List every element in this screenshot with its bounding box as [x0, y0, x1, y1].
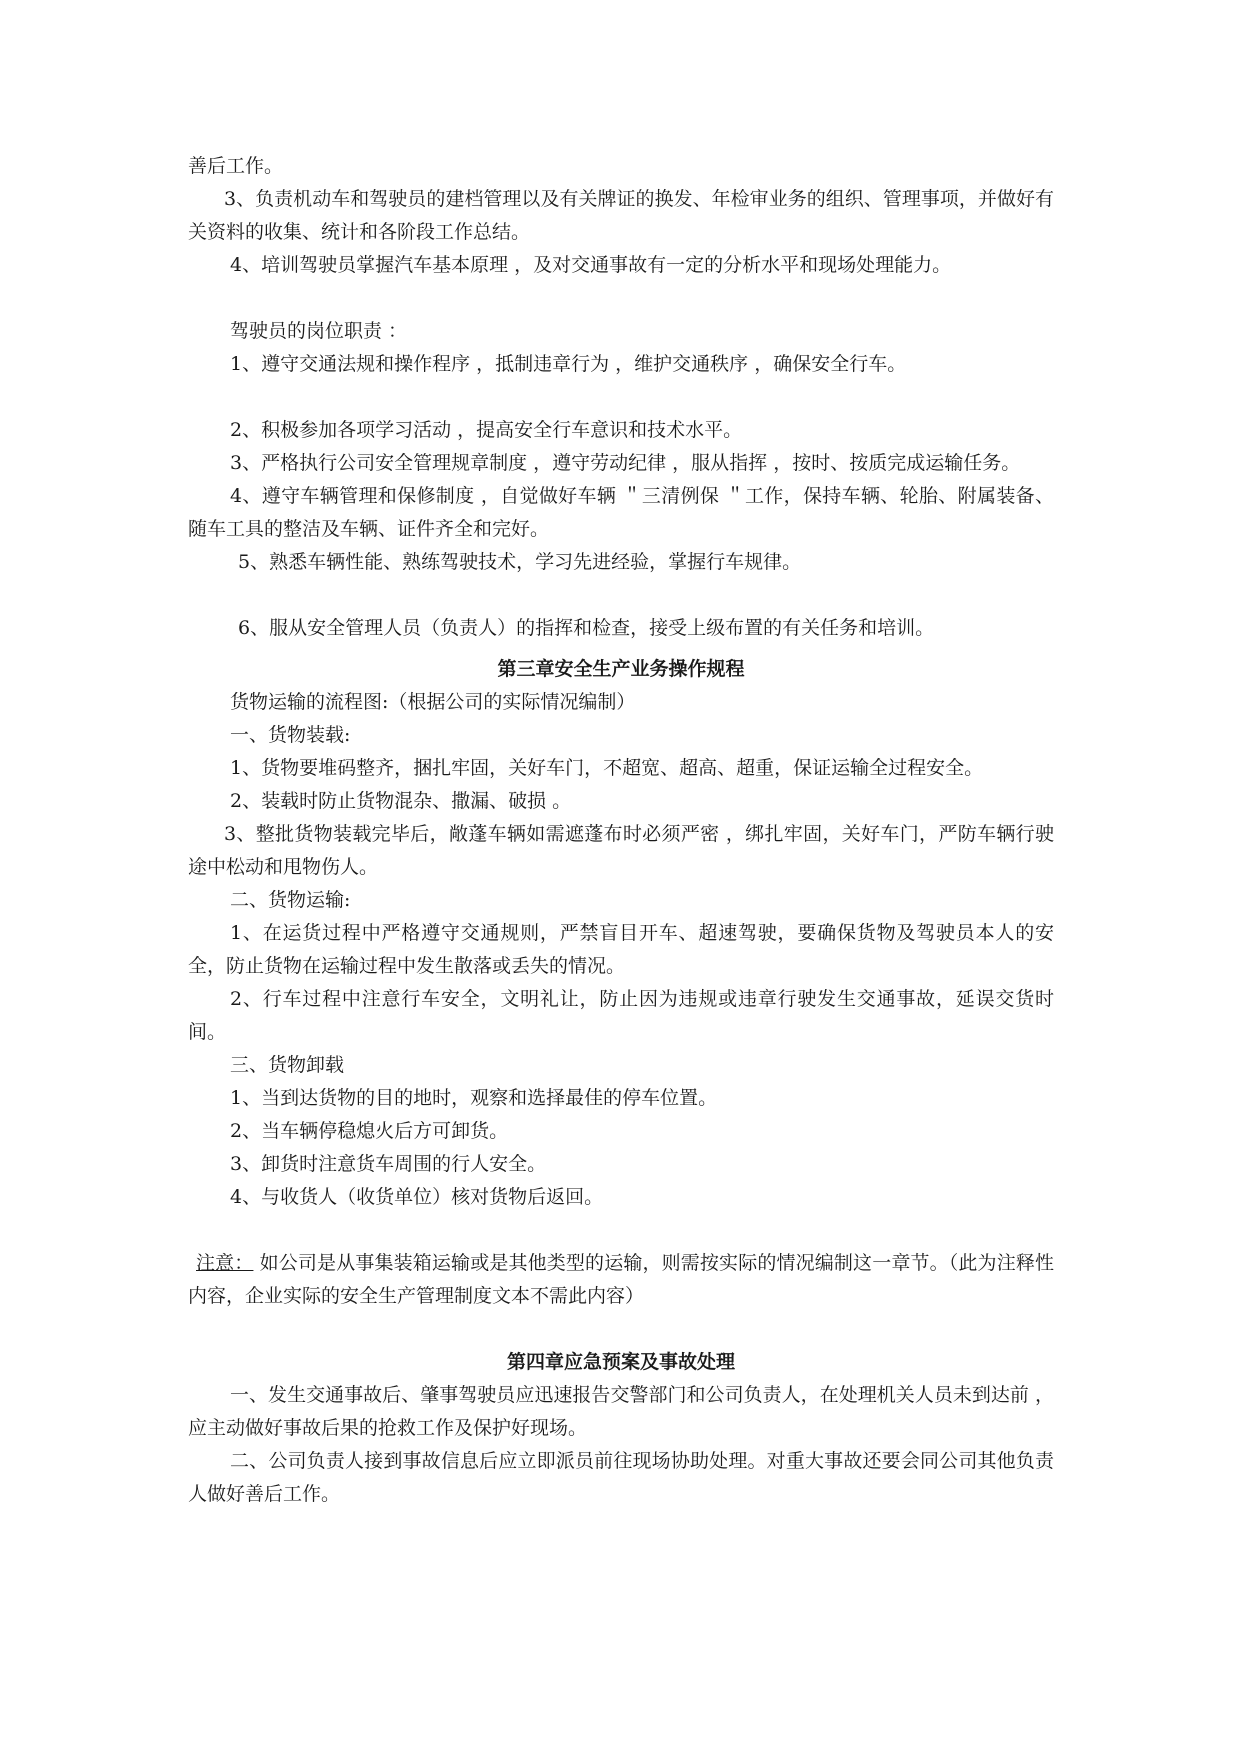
list-item: 1、遵守交通法规和操作程序 ，抵制违章行为 ，维护交通秩序 ，确保安全行车。 [230, 353, 907, 375]
section-heading: 驾驶员的岗位职责 ： [230, 320, 408, 342]
chapter-title: 第三章安全生产业务操作规程 [497, 658, 745, 680]
list-item: 2、装载时防止货物混杂、撒漏、破损 。 [230, 790, 572, 812]
section-heading: 二、货物运输: [230, 889, 351, 911]
list-item: 3、整批货物装载完毕后，敞蓬车辆如需遮蓬布时必须严密 ，绑扎牢固，关好车门，严防车辆行驶途中松动和甩物伤人。 [188, 823, 1054, 878]
note-label: 注意： [196, 1252, 254, 1274]
list-item: 1、在运货过程中严格遵守交通规则，严禁盲目开车、超速驾驶，要确保货物及驾驶员本人的安全，防止货物在运输过程中发生散落或丢失的情况。 [188, 922, 1054, 977]
paragraph: 4、培训驾驶员掌握汽车基本原理 ，及对交通事故有一定的分析水平和现场处理能力。 [230, 254, 952, 276]
spacer [188, 1214, 1054, 1247]
list-item: 5、熟悉车辆性能、熟练驾驶技术，学习先进经验，掌握行车规律。 [238, 551, 802, 573]
note-paragraph [188, 1247, 1054, 1313]
paragraph: 善后工作。 [188, 155, 284, 177]
paragraph: 货物运输的流程图:（根据公司的实际情况编制） [230, 691, 636, 713]
list-item: 4、与收货人（收货单位）核对货物后返回。 [230, 1186, 604, 1208]
list-item: 1、当到达货物的目的地时，观察和选择最佳的停车位置。 [230, 1087, 718, 1109]
section-heading: 一、货物装载: [230, 724, 351, 746]
paragraph: 一、发生交通事故后、肇事驾驶员应迅速报告交警部门和公司负责人，在处理机关人员未到达前 ，应主动做好事故后果的抢救工作及保护好现场。 [188, 1384, 1054, 1439]
note-text: 如公司是从事集装箱运输或是其他类型的运输，则需按实际的情况编制这一章节。（此为注释性内容，企业实际的安全生产管理制度文本不需此内容） [188, 1252, 1054, 1307]
list-item: 2、行车过程中注意行车安全，文明礼让，防止因为违规或违章行驶发生交通事故，延误交货时间。 [188, 988, 1054, 1043]
list-item: 3、卸货时注意货车周围的行人安全。 [230, 1153, 547, 1175]
chapter-title: 第四章应急预案及事故处理 [506, 1351, 735, 1373]
spacer [188, 381, 1054, 414]
spacer [188, 1313, 1054, 1346]
list-item: 3、严格执行公司安全管理规章制度 ，遵守劳动纪律 ，服从指挥 ，按时、按质完成运输任务。 [230, 452, 1021, 474]
paragraph: 3、负责机动车和驾驶员的建档管理以及有关牌证的换发、年检审业务的组织、管理事项，并做好有关资料的收集、统计和各阶段工作总结。 [188, 188, 1054, 243]
list-item: 2、当车辆停稳熄火后方可卸货。 [230, 1120, 509, 1142]
list-item: 4、遵守车辆管理和保修制度 ，自觉做好车辆 ＂三清例保 ＂工作，保持车辆、轮胎、附属装备、随车工具的整洁及车辆、证件齐全和完好。 [188, 485, 1054, 540]
list-item: 6、服从安全管理人员（负责人）的指挥和检查，接受上级布置的有关任务和培训。 [238, 617, 935, 639]
spacer [188, 579, 1054, 612]
list-item: 1、货物要堆码整齐，捆扎牢固，关好车门，不超宽、超高、超重，保证运输全过程安全。 [230, 757, 984, 779]
spacer [188, 282, 1054, 315]
list-item: 2、积极参加各项学习活动 ，提高安全行车意识和技术水平。 [230, 419, 743, 441]
paragraph: 二、公司负责人接到事故信息后应立即派员前往现场协助处理。对重大事故还要会同公司其他负责人做好善后工作。 [188, 1450, 1054, 1505]
document-page [188, 150, 1054, 1511]
section-heading: 三、货物卸载 [230, 1054, 345, 1076]
